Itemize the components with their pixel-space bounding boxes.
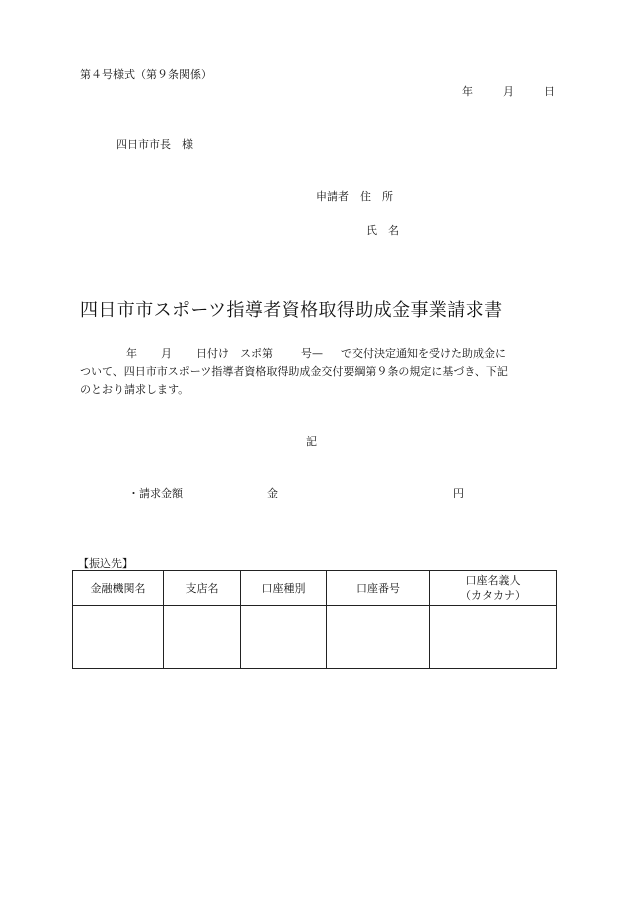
bank-account-table: [72, 570, 557, 669]
body-date-suffix: 日付け スポ第: [196, 347, 273, 360]
body-line1-rest: で交付決定通知を受けた助成金に: [341, 347, 506, 360]
body-line-1: [80, 345, 550, 363]
table-header-row: [73, 571, 557, 606]
date-day: 日: [544, 85, 555, 98]
header-account-holder: [430, 571, 557, 606]
header-account-number: 口座番号: [327, 571, 430, 606]
applicant-address-label: 申請者 住 所: [316, 190, 393, 203]
amount-label: ・請求金額: [128, 487, 183, 500]
date-month: 月: [503, 85, 514, 98]
date-year: 年: [462, 85, 473, 98]
header-account-holder-note: （カタカナ）: [460, 589, 526, 602]
form-number: 第４号様式（第９条関係）: [80, 68, 212, 81]
date-line: [462, 83, 555, 99]
body-number: 号—: [301, 347, 323, 360]
addressee: 四日市市長 様: [116, 138, 193, 151]
transfer-label: 【振込先】: [78, 557, 133, 570]
request-body: [80, 345, 550, 399]
account-number-cell[interactable]: [327, 606, 430, 669]
body-year: 年: [126, 347, 137, 360]
amount-line: [128, 485, 464, 501]
branch-name-cell[interactable]: [164, 606, 241, 669]
body-line-2: ついて、四日市市スポーツ指導者資格取得助成金交付要綱第９条の規定に基づき、下記: [80, 365, 508, 378]
table-row: [73, 606, 557, 669]
amount-kin: 金: [267, 487, 278, 500]
applicant-name-label: 氏 名: [366, 224, 399, 237]
body-line-3: のとおり請求します。: [80, 383, 190, 396]
amount-yen: 円: [453, 487, 464, 500]
header-branch-name: 支店名: [164, 571, 241, 606]
header-bank-name: 金融機関名: [73, 571, 164, 606]
ki-mark: 記: [306, 435, 317, 448]
document-title: 四日市市スポーツ指導者資格取得助成金事業請求書: [80, 300, 503, 321]
body-month: 月: [161, 347, 172, 360]
header-account-holder-label: 口座名義人: [465, 574, 521, 587]
account-holder-cell[interactable]: [430, 606, 557, 669]
header-account-type: 口座種別: [241, 571, 327, 606]
account-type-cell[interactable]: [241, 606, 327, 669]
bank-name-cell[interactable]: [73, 606, 164, 669]
